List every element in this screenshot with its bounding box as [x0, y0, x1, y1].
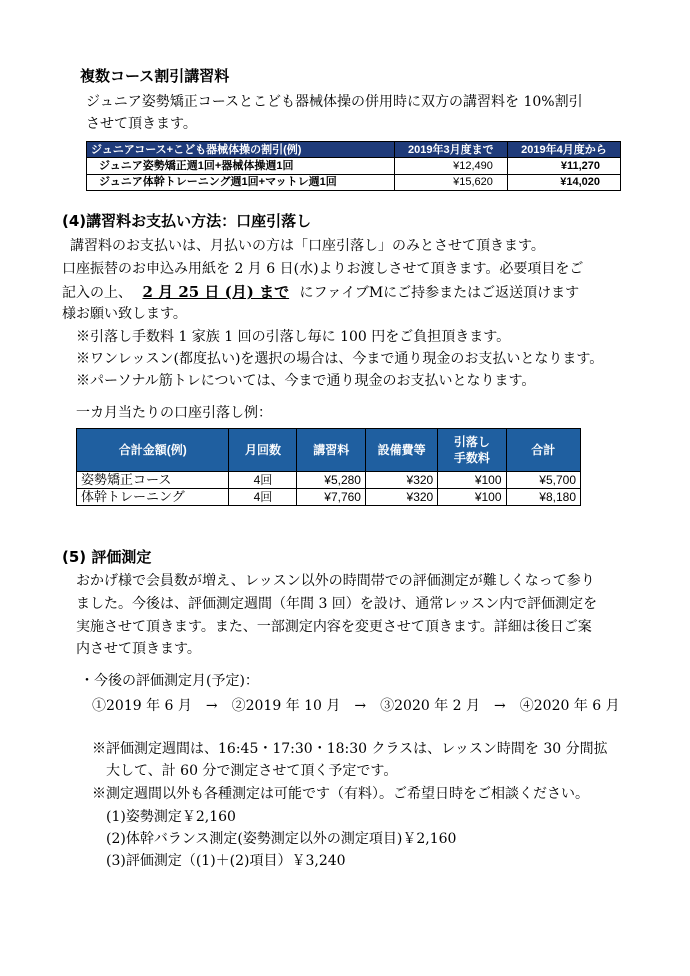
payment-row2-facility: ¥320	[365, 489, 437, 506]
table-row	[77, 489, 581, 506]
payment-row1-total: ¥5,700	[506, 472, 580, 489]
eval-item-full: (3)評価測定（(1)＋(2)項目）￥3,240	[106, 853, 346, 869]
eval-schedule-label: ・今後の評価測定月(予定)：	[80, 673, 259, 689]
payment-note-personal: ※パーソナル筋トレについては、今まで通り現金のお支払いとなります。	[76, 373, 536, 389]
payment-text-line3-post: にファイブMにご持参またはご返送頂けます	[299, 285, 580, 301]
table-row	[87, 174, 621, 190]
eval-item-balance: (2)体幹バランス測定(姿勢測定以外の測定項目)￥2,160	[106, 831, 457, 847]
payment-table-header	[77, 429, 581, 472]
discount-text-line2: させて頂きます。	[86, 116, 197, 132]
payment-row2-fee: ¥100	[438, 489, 506, 506]
payment-header-lesson-fee: 講習料	[297, 429, 366, 472]
eval-title: (5) 評価測定	[62, 548, 152, 566]
payment-example-caption: 一カ月当たりの口座引落し例：	[76, 405, 272, 421]
payment-table	[76, 428, 581, 506]
payment-row1-facility: ¥320	[365, 472, 437, 489]
payment-text-line3	[62, 283, 579, 302]
payment-title: (4)講習料お支払い方法：口座引落し	[62, 212, 312, 230]
discount-text-line1: ジュニア姿勢矯正コースとこども器械体操の併用時に双方の講習料を 10%割引	[86, 94, 583, 110]
discount-header-course: ジュニアコース+こども器械体操の割引(例)	[87, 142, 395, 158]
payment-row1-course: 姿勢矯正コース	[77, 472, 229, 489]
eval-note-week-b: 大して、計 60 分で測定させて頂く予定です。	[106, 763, 398, 779]
payment-row2-total: ¥8,180	[506, 489, 580, 506]
eval-note-paid: ※測定週間以外も各種測定は可能です（有料）。ご希望日時をご相談ください。	[92, 786, 589, 802]
payment-text-line3-pre: 記入の上、	[62, 285, 132, 301]
payment-row1-fee: ¥100	[438, 472, 506, 489]
payment-header-withdrawal-fee	[438, 429, 506, 472]
payment-row1-lesson: ¥5,280	[297, 472, 366, 489]
table-row	[87, 158, 621, 174]
discount-table	[86, 141, 621, 191]
payment-header-withdrawal-label2: 手数料	[453, 451, 490, 465]
payment-header-total: 合計	[506, 429, 580, 472]
payment-header-withdrawal-label1: 引落し	[453, 435, 490, 449]
payment-row2-course: 体幹トレーニング	[77, 489, 229, 506]
payment-row2-lesson: ¥7,760	[297, 489, 366, 506]
eval-text-line1: おかげ様で会員数が増え、レッスン以外の時間帯での評価測定が難しくなって参り	[76, 573, 595, 589]
payment-text-line2: 口座振替のお申込み用紙を 2 月 6 日(水)よりお渡しさせて頂きます。必要項目をご	[62, 261, 584, 277]
payment-deadline: 2 月 25 日 (月) まで	[142, 283, 290, 301]
eval-note-week-a: ※評価測定週間は、16:45・17:30・18:30 クラスは、レッスン時間を 30 分間拡	[92, 741, 608, 757]
eval-text-line3: 実施させて頂きます。また、一部測定内容を変更させて頂きます。詳細は後日ご案	[76, 619, 592, 635]
payment-header-facility-label: 設備費等	[377, 443, 426, 457]
discount-row2-before: ¥15,620	[394, 174, 507, 190]
payment-header-monthly-count: 月回数	[229, 429, 297, 472]
payment-row1-count: 4回	[229, 472, 297, 489]
discount-row1-before: ¥12,490	[394, 158, 507, 174]
table-row	[77, 472, 581, 489]
payment-header-total-example: 合計金額(例)	[77, 429, 229, 472]
discount-header-after: 2019年4月度から	[507, 142, 620, 158]
discount-row2-course: ジュニア体幹トレーニング週1回+マットレ週1回	[87, 174, 395, 190]
eval-text-line2: ました。今後は、評価測定週間（年間 3 回）を設け、通常レッスン内で評価測定を	[76, 596, 598, 612]
eval-item-posture: (1)姿勢測定￥2,160	[106, 809, 236, 825]
discount-title: 複数コース割引講習料	[80, 67, 230, 85]
discount-table-header	[87, 142, 621, 158]
eval-text-line4: 内させて頂きます。	[76, 641, 201, 657]
eval-schedule: ①2019 年 6 月 → ②2019 年 10 月 → ③2020 年 2 月 → ④2020 年 6 月	[92, 698, 620, 714]
discount-row1-after: ¥11,270	[507, 158, 620, 174]
discount-row1-course: ジュニア姿勢矯正週1回+器械体操週1回	[87, 158, 395, 174]
payment-header-facility-fee	[365, 429, 437, 472]
payment-text-line4: 様お願い致します。	[62, 306, 187, 322]
payment-note-one-lesson: ※ワンレッスン(都度払い)を選択の場合は、今まで通り現金のお支払いとなります。	[76, 351, 604, 367]
payment-text-line1: 講習料のお支払いは、月払いの方は「口座引落し」のみとさせて頂きます。	[70, 238, 545, 254]
discount-row2-after: ¥14,020	[507, 174, 620, 190]
payment-note-fee: ※引落し手数料 1 家族 1 回の引落し毎に 100 円をご負担頂きます。	[76, 329, 511, 345]
discount-header-before: 2019年3月度まで	[394, 142, 507, 158]
payment-row2-count: 4回	[229, 489, 297, 506]
